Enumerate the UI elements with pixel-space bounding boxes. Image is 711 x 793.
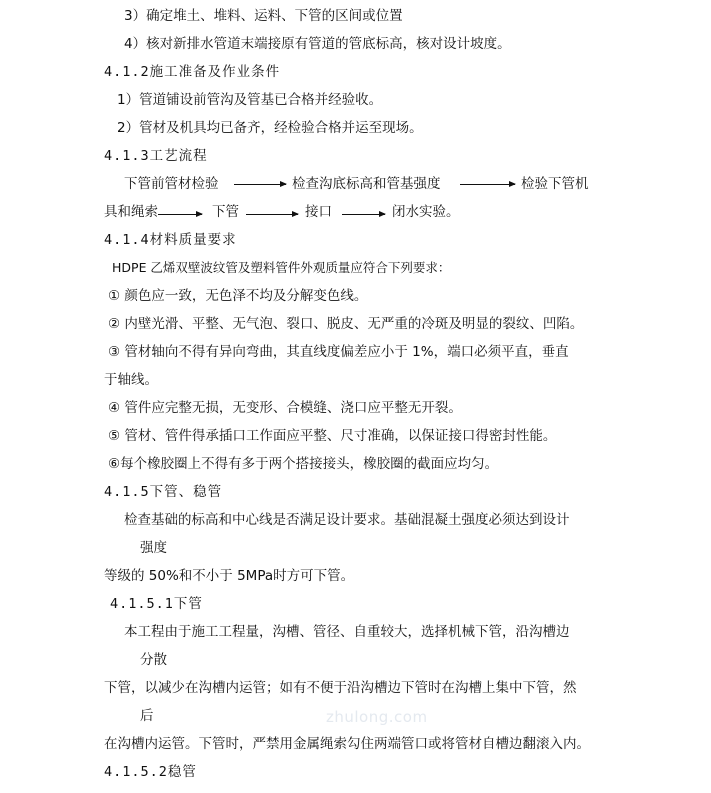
heading-4-1-5-2: 4.1.5.2稳管 bbox=[104, 764, 197, 780]
paragraph-lowering-cont3: 后 bbox=[140, 708, 154, 724]
flow-arrow-icon bbox=[158, 214, 202, 215]
heading-4-1-5-1: 4.1.5.1下管 bbox=[110, 596, 203, 612]
heading-4-1-4: 4.1.4材料质量要求 bbox=[104, 232, 237, 248]
paragraph-foundation-check-cont2: 等级的 50%和不小于 5MPa时方可下管。 bbox=[104, 568, 355, 584]
flow-step-check-equipment-cont: 具和绳索 bbox=[104, 204, 158, 220]
requirement-2: ② 内壁光滑、平整、无气泡、裂口、脱皮、无严重的冷斑及明显的裂纹、凹陷。 bbox=[108, 316, 584, 332]
paragraph-lowering-cont2: 下管，以减少在沟槽内运管；如有不便于沿沟槽边下管时在沟槽上集中下管，然 bbox=[104, 680, 577, 696]
list-item-3: 3）确定堆土、堆料、运料、下管的区间或位置 bbox=[124, 8, 403, 24]
requirement-4: ④ 管件应完整无损，无变形、合模缝、浇口应平整无开裂。 bbox=[108, 400, 462, 416]
flow-arrow-icon bbox=[246, 214, 298, 215]
material-requirements-intro: HDPE 乙烯双壁波纹管及塑料管件外观质量应符合下列要求： bbox=[112, 260, 451, 275]
flow-step-inspect-pipes: 下管前管材检验 bbox=[124, 176, 219, 192]
paragraph-foundation-check: 检查基础的标高和中心线是否满足设计要求。基础混凝土强度必须达到设计 bbox=[124, 512, 570, 528]
paragraph-lowering-cont4: 在沟槽内运管。下管时，严禁用金属绳索勾住两端管口或将管材自槽边翻滚入内。 bbox=[104, 736, 590, 752]
requirement-3-cont: 于轴线。 bbox=[104, 372, 158, 388]
paragraph-lowering-cont1: 分散 bbox=[140, 652, 167, 668]
heading-4-1-2: 4.1.2施工准备及作业条件 bbox=[104, 64, 281, 80]
flow-arrow-icon bbox=[342, 214, 385, 215]
flow-step-check-trench: 检查沟底标高和管基强度 bbox=[292, 176, 441, 192]
flow-step-check-equipment: 检验下管机 bbox=[521, 176, 589, 192]
list-item-4: 4）核对新排水管道末端接原有管道的管底标高，核对设计坡度。 bbox=[124, 36, 511, 52]
list-item-1: 1）管道铺设前管沟及管基已合格并经验收。 bbox=[117, 92, 383, 108]
flow-step-water-test: 闭水实验。 bbox=[392, 204, 460, 220]
heading-4-1-5: 4.1.5下管、稳管 bbox=[104, 484, 223, 500]
paragraph-lowering: 本工程由于施工工程量，沟槽、管径、自重较大，选择机械下管，沿沟槽边 bbox=[124, 624, 570, 640]
flow-step-lower-pipe: 下管 bbox=[212, 204, 239, 220]
list-item-2: 2）管材及机具均已备齐，经检验合格并运至现场。 bbox=[117, 120, 423, 136]
requirement-1: ① 颜色应一致，无色泽不均及分解变色线。 bbox=[108, 288, 368, 304]
watermark: zhulong.com bbox=[326, 708, 428, 726]
flow-arrow-icon bbox=[460, 184, 515, 185]
flow-arrow-icon bbox=[234, 184, 286, 185]
requirement-6: ⑥每个橡胶圈上不得有多于两个搭接接头，橡胶圈的截面应均匀。 bbox=[108, 456, 499, 472]
flow-step-joint: 接口 bbox=[305, 204, 332, 220]
heading-4-1-3: 4.1.3工艺流程 bbox=[104, 148, 208, 164]
requirement-5: ⑤ 管材、管件得承插口工作面应平整、尺寸准确，以保证接口得密封性能。 bbox=[108, 428, 557, 444]
requirement-3: ③ 管材轴向不得有异向弯曲，其直线度偏差应小于 1%，端口必须平直，垂直 bbox=[108, 344, 569, 360]
paragraph-foundation-check-cont1: 强度 bbox=[140, 540, 167, 556]
